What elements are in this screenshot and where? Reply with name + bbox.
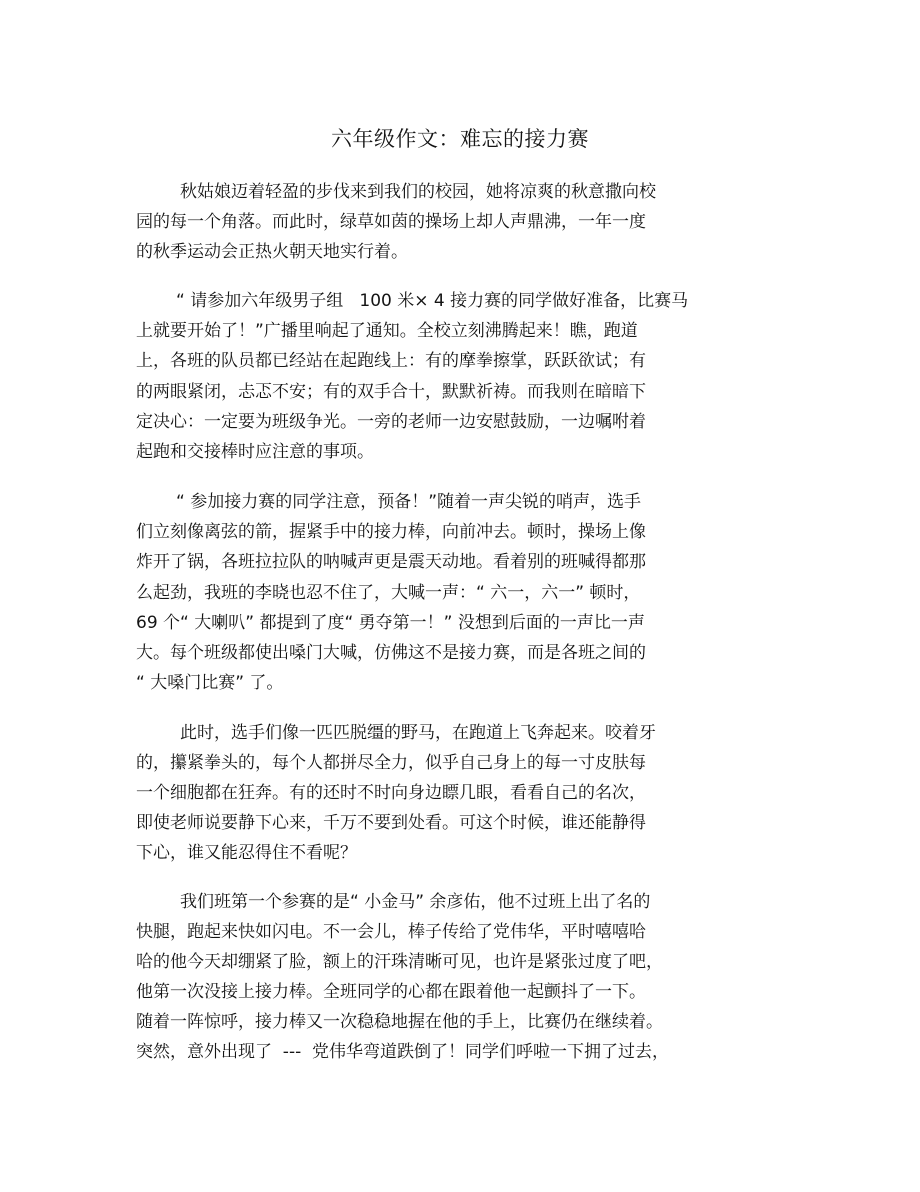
paragraph-line: 下心，谁又能忍得住不看呢？ [136, 843, 357, 863]
paragraph-line: 我们班第一个参赛的是“ 小金马” 余彦佑，他不过班上出了名的 [180, 892, 651, 912]
paragraph-line: 炸开了锅，各班拉拉队的呐喊声更是震天动地。看着别的班喊得都那 [136, 552, 646, 572]
paragraph-line: “ 请参加六年级男子组 100 米× 4 接力赛的同学做好准备，比赛马 [176, 291, 689, 311]
paragraph-line: 大。每个班级都使出嗓门大喊，仿佛这不是接力赛，而是各班之间的 [136, 643, 646, 663]
paragraph-line: 69 个“ 大喇叭” 都提到了度“ 勇夺第一！” 没想到后面的一声比一声 [136, 613, 645, 633]
paragraph-line: 起跑和交接棒时应注意的事项。 [136, 442, 374, 462]
paragraph-line: 定决心：一定要为班级争光。一旁的老师一边安慰鼓励，一边嘱咐着 [136, 412, 646, 432]
paragraph-line: 此时，选手们像一匹匹脱缰的野马，在跑道上飞奔起来。咬着牙 [180, 723, 656, 743]
paragraph-line: 的两眼紧闭，忐忑不安；有的双手合十，默默祈祷。而我则在暗暗下 [136, 382, 646, 402]
paragraph-line: “ 参加接力赛的同学注意，预备！”随着一声尖锐的哨声，选手 [176, 492, 642, 512]
paragraph-line: 么起劲，我班的李晓也忍不住了，大喊一声：“ 六一，六一” 顿时， [136, 583, 641, 603]
paragraph-line: 快腿，跑起来快如闪电。不一会儿，棒子传给了党伟华，平时嘻嘻哈 [136, 922, 646, 942]
page-title: 六年级作文：难忘的接力赛 [331, 127, 589, 151]
paragraph-line: 他第一次没接上接力棒。全班同学的心都在跟着他一起颤抖了一下。 [136, 982, 646, 1002]
paragraph-line: 一个细胞都在狂奔。有的还时不时向身边瞟几眼，看看自己的名次， [136, 783, 646, 803]
paragraph-line: 上，各班的队员都已经站在起跑线上：有的摩拳擦掌，跃跃欲试；有 [136, 351, 646, 371]
paragraph-line: 的秋季运动会正热火朝天地实行着。 [136, 242, 408, 262]
paragraph-line: 们立刻像离弦的箭，握紧手中的接力棒，向前冲去。顿时，操场上像 [136, 522, 646, 542]
paragraph-line: 秋姑娘迈着轻盈的步伐来到我们的校园，她将凉爽的秋意撒向校 [180, 182, 656, 202]
paragraph-line: “ 大嗓门比赛” 了。 [136, 673, 284, 693]
paragraph-line: 园的每一个角落。而此时，绿草如茵的操场上却人声鼎沸，一年一度 [136, 212, 646, 232]
paragraph-line: 的，攥紧拳头的，每个人都拼尽全力，似乎自己身上的每一寸皮肤每 [136, 753, 646, 773]
paragraph-line: 突然，意外出现了 --- 党伟华弯道跌倒了！同学们呼啦一下拥了过去， [136, 1042, 670, 1062]
paragraph-line: 哈的他今天却绷紧了脸，额上的汗珠清晰可见，也许是紧张过度了吧， [136, 952, 663, 972]
paragraph-line: 随着一阵惊呼，接力棒又一次稳稳地握在他的手上，比赛仍在继续着。 [136, 1012, 663, 1032]
paragraph-line: 上就要开始了！”广播里响起了通知。全校立刻沸腾起来！瞧，跑道 [136, 321, 638, 341]
paragraph-line: 即使老师说要静下心来，千万不要到处看。可这个时候，谁还能静得 [136, 813, 646, 833]
